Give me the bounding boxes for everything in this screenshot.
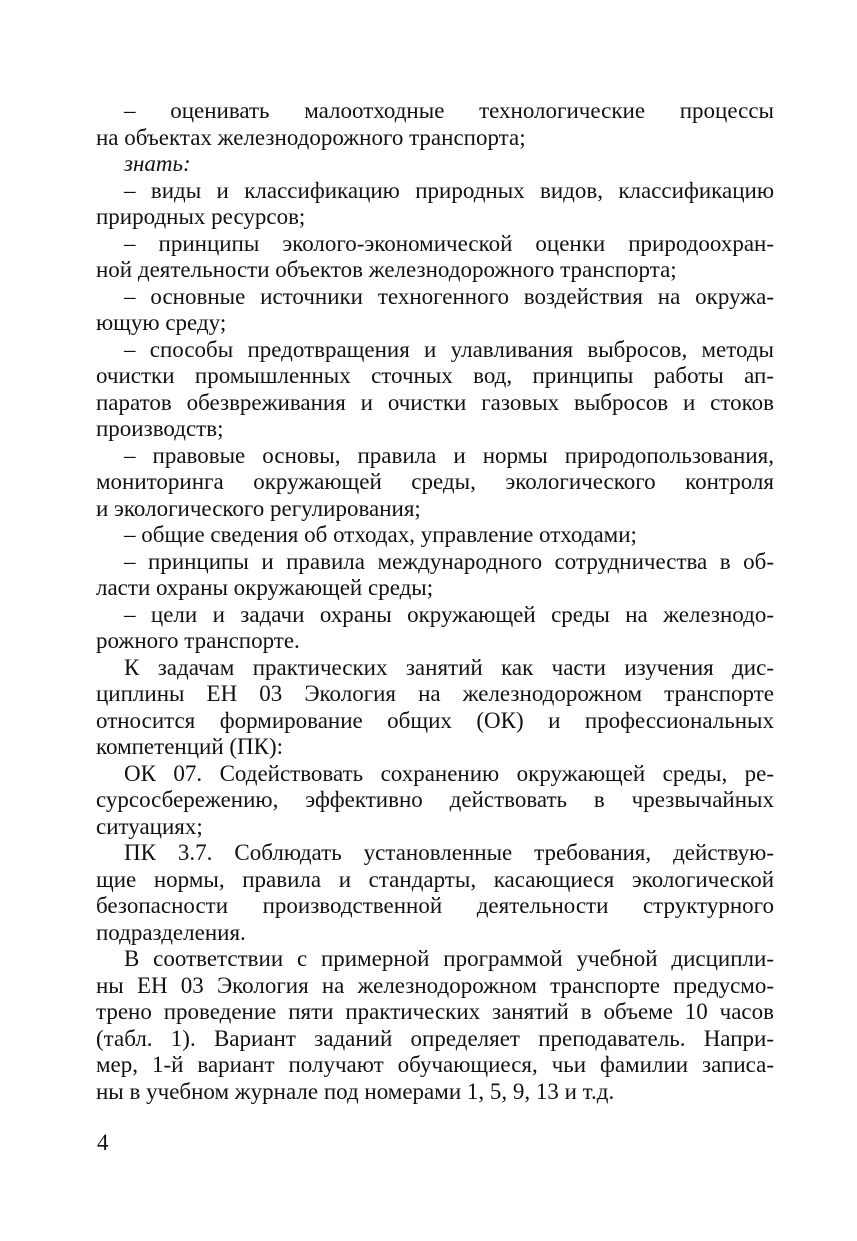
text-line: ситуациях; [96,813,203,839]
text-line: циплины ЕН 03 Экология на железнодорожном транспорте [96,681,774,706]
text-line: природных ресурсов; [96,204,306,229]
text-line: – принципы и правила международного сотрудничества в об- [124,548,774,574]
text-line: – правовые основы, правила и нормы природопользования, [124,442,774,468]
text-line: (табл. 1). Вариант заданий определяет преподаватель. Напри- [96,1025,774,1051]
text-line: паратов обезвреживания и очистки газовых выбросов и стоков [96,389,774,415]
text-line: трено проведение пяти практических занятий в объеме 10 часов [96,999,774,1024]
text-line: знать: [124,151,191,176]
text-line: – виды и классификацию природных видов, классификацию [124,177,774,203]
text-line: рожного транспорте. [96,628,300,653]
text-line: – способы предотвращения и улавливания выбросов, методы [124,336,774,362]
text-line: мониторинга окружающей среды, экологического контроля [96,469,774,494]
text-line: ны ЕН 03 Экология на железнодорожном транспорте предусмо- [96,972,774,998]
text-line: щие нормы, правила и стандарты, касающиеся экологической [96,866,774,892]
text-line: ны в учебном журнале под номерами 1, 5, 9, 13 и т.д. [96,1078,615,1104]
text-line: – принципы эколого-экономической оценки природоохран- [124,230,774,256]
text-line: – цели и задачи охраны окружающей среды на железнодо- [124,601,774,627]
text-line: – основные источники техногенного воздействия на окружа- [124,283,774,309]
text-line: – общие сведения об отходах, управление отходами; [124,522,637,547]
text-line: ПК 3.7. Соблюдать установленные требования, действую- [124,840,774,865]
text-line: ющую среду; [96,310,227,335]
text-line: компетенций (ПК): [96,734,284,759]
text-line: ной деятельности объектов железнодорожного транспорта; [96,257,677,282]
text-line: К задачам практических занятий как части изучения дис- [124,654,774,680]
page-body-text [96,98,774,1105]
text-line: ласти охраны окружающей среды; [96,575,434,600]
text-line: и экологического регулирования; [96,495,421,521]
text-line: В соответствии с примерной программой учебной дисципли- [124,946,774,971]
text-line: ОК 07. Содействовать сохранению окружающей среды, ре- [124,760,774,786]
text-line: относится формирование общих (ОК) и профессиональных [96,707,774,733]
text-line: мер, 1-й вариант получают обучающиеся, чьи фамилии записа- [96,1052,774,1077]
text-line: сурсосбережению, эффективно действовать в чрезвычайных [96,787,774,812]
text-line: безопасности производственной деятельности структурного [96,893,774,918]
text-line: подразделения. [96,919,246,945]
page-number: 4 [97,1130,109,1155]
text-line: – оценивать малоотходные технологические процессы [124,98,774,123]
text-line: очистки промышленных сточных вод, принципы работы ап- [96,363,774,388]
text-line: производств; [96,416,224,441]
text-line: на объектах железнодорожного транспорта; [96,124,526,150]
